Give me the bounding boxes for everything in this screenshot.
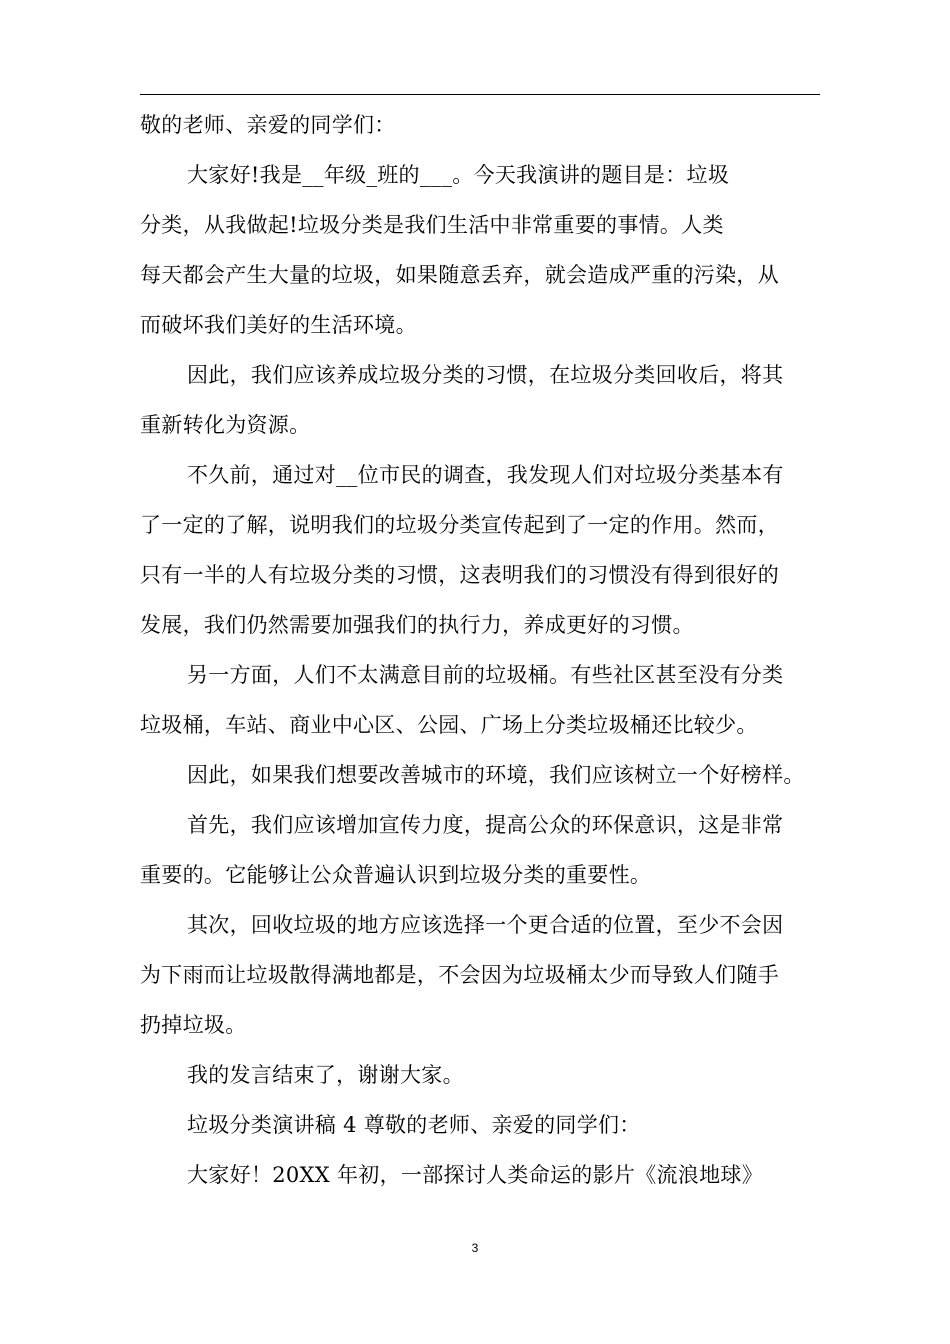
text-line: 发展，我们仍然需要加强我们的执行力，养成更好的习惯。 <box>140 613 694 637</box>
text-line: 了一定的了解，说明我们的垃圾分类宣传起到了一定的作用。然而， <box>140 513 779 537</box>
paragraph-start-line: 大家好!我是__年级_班的___。今天我演讲的题目是：垃圾 <box>187 163 730 187</box>
text-line: 每天都会产生大量的垃圾，如果随意丢弃，就会造成严重的污染，从 <box>140 263 779 287</box>
paragraph-start-line: 其次，回收垃圾的地方应该选择一个更合适的位置，至少不会因 <box>187 913 784 937</box>
text-line: 重新转化为资源。 <box>140 413 311 437</box>
text-line: 重要的。它能够让公众普遍认识到垃圾分类的重要性。 <box>140 863 652 887</box>
paragraph-start-line: 大家好！20XX 年初，一部探讨人类命运的影片《流浪地球》 <box>187 1163 763 1187</box>
paragraph-start-line: 我的发言结束了，谢谢大家。 <box>187 1063 464 1087</box>
paragraph-start-line: 另一方面，人们不太满意目前的垃圾桶。有些社区甚至没有分类 <box>187 663 784 687</box>
text-line: 为下雨而让垃圾散得满地都是，不会因为垃圾桶太少而导致人们随手 <box>140 963 779 987</box>
paragraph-start-line: 首先，我们应该增加宣传力度，提高公众的环保意识，这是非常 <box>187 813 784 837</box>
text-line: 而破坏我们美好的生活环境。 <box>140 313 417 337</box>
text-line: 分类，从我做起!垃圾分类是我们生活中非常重要的事情。人类 <box>140 213 724 237</box>
paragraph-start-line: 因此，我们应该养成垃圾分类的习惯，在垃圾分类回收后，将其 <box>187 363 784 387</box>
text-line: 敬的老师、亲爱的同学们： <box>140 113 396 137</box>
page-number: 3 <box>471 1241 479 1255</box>
paragraph-start-line: 垃圾分类演讲稿 4 尊敬的老师、亲爱的同学们： <box>187 1113 641 1137</box>
text-line: 只有一半的人有垃圾分类的习惯，这表明我们的习惯没有得到很好的 <box>140 563 779 587</box>
text-line: 扔掉垃圾。 <box>140 1013 247 1037</box>
paragraph-start-line: 因此，如果我们想要改善城市的环境，我们应该树立一个好榜样。 <box>187 763 805 787</box>
header-rule <box>140 94 820 95</box>
text-line: 垃圾桶，车站、商业中心区、公园、广场上分类垃圾桶还比较少。 <box>140 713 758 737</box>
paragraph-start-line: 不久前，通过对__位市民的调查，我发现人们对垃圾分类基本有 <box>187 463 784 487</box>
